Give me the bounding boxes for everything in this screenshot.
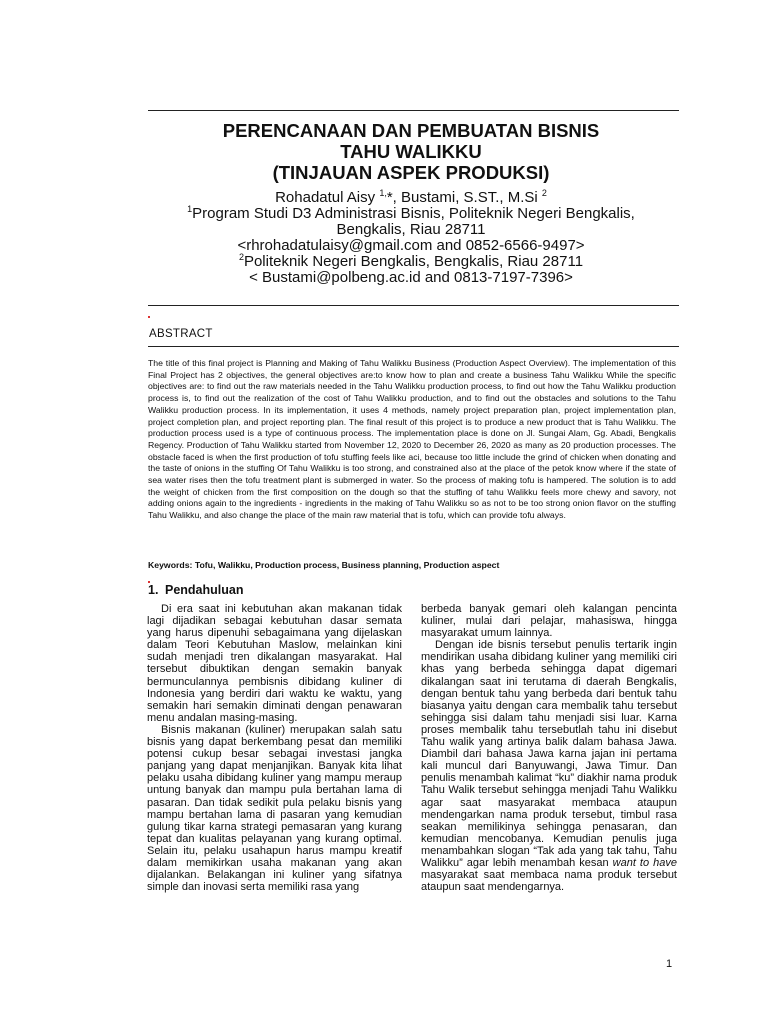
right-column (421, 603, 677, 893)
italic-phrase: want to have (612, 856, 677, 869)
aff-1-line-1: Program Studi D3 Administrasi Bisnis, Politeknik Negeri Bengkalis, (192, 205, 635, 222)
aff-2-sup: 2 (238, 252, 244, 262)
abstract-heading: ABSTRACT (149, 328, 213, 340)
header (148, 120, 674, 286)
author-block (148, 190, 674, 286)
paragraph (421, 639, 677, 893)
paragraph: berbeda banyak gemari oleh kalangan pencinta kuliner, mulai dari pelajar, mahasiswa, hingga masyarakat umum lainnya. (421, 603, 677, 640)
paper-title (148, 120, 674, 183)
author-line (148, 190, 674, 206)
marker-dot (148, 316, 150, 318)
title-line-3: (TINJAUAN ASPEK PRODUKSI) (272, 162, 550, 183)
aff-1-line-2: Bengkalis, Riau 28711 (336, 221, 486, 238)
aff-1-sup: 1 (187, 204, 193, 214)
paragraph: Bisnis makanan (kuliner) merupakan salah satu bisnis yang dapat berkembang pesat dan memiliki potensi cukup besar sebagai investasi jangka panjang yang dapat menjanjikan. Banyak kita lihat pelaku usaha dibidang kuliner yang mampu meraup untung banyak dan mampu pula bertahan lama di pasaran. Dan tidak sedikit pula pelaku bisnis yang mampu bertahan lama di pasaran yang kemudian gulung tikar karna strategi pemasaran yang kurang tepat dan kualitas pelayanan yang kurang optimal. Selain itu, pelaku usahapun harus mampu kreatif dalam memikirkan usaha makanan yang akan dijalankan. Belakangan ini kuliner yang sifatnya simple dan inovasi serta memiliki rasa yang (147, 723, 402, 894)
header-rule (148, 305, 679, 306)
keywords: Keywords: Tofu, Walikku, Production process, Business planning, Production aspect (148, 560, 500, 570)
paragraph-text: Dengan ide bisnis tersebut penulis tertarik ingin mendirikan usaha dibidang kuliner yang memiliki ciri khas yang berbeda sehingga dapat digemari dikalangan saat ini terutama di daerah Bengkalis, dengan bentuk tahu yang berbeda dari bentuk tahu biasanya yaitu dengan cara membalik tahu tersebut sehingga sisi dalam tahu menjadi sisi luar. Karna proses membalik tahu tersebutlah tahu ini disebut Tahu walik yang artinya balik dalam bahasa Jawa. Diambil dari bahasa Jawa karna jajan ini pertama kali muncul dari Banyuwangi, Jawa Timur. Dan penulis menambah kalimat “ku” diakhir nama produk Tahu Walik tersebut sehingga menjadi Tahu Walikku agar saat masyarakat membaca ataupun mendengarkan nama produk tersebut, timbul rasa seakan memilikinya sehingga penasaran, dan kemudian mencobanya. Kemudian penulis juga menambahkan slogan “Tak ada yang tak tahu, Tahu Walikku” agar lebih menambah kesan (421, 639, 677, 869)
title-line-2: TAHU WALIKKU (340, 141, 482, 162)
section-title: Pendahuluan (165, 583, 244, 597)
section-heading (148, 583, 243, 597)
author-1: Rohadatul Aisy (275, 189, 376, 206)
contact-2: < Bustami@polbeng.ac.id and 0813-7197-7396> (249, 269, 573, 286)
section-number: 1. (148, 583, 159, 597)
affiliation-2 (148, 254, 674, 270)
abstract-rule (148, 346, 679, 347)
contact-1: <rhrohadatulaisy@gmail.com and 0852-6566-9497> (237, 237, 585, 254)
aff-2-text: Politeknik Negeri Bengkalis, Bengkalis, Riau 28711 (243, 253, 584, 270)
top-rule (148, 110, 679, 111)
paragraph-end: masyarakat saat membaca nama produk tersebut ataupun saat mendengarnya. (421, 869, 677, 894)
abstract-body: The title of this final project is Planning and Making of Tahu Walikku Business (Production Aspect Overview). The implementation of this Final Project has 2 objectives, the general objectives are:to know how to plan and create a business Tahu Walikku While the specific objectives are: to find out the raw materials needed in the Tahu Walikku production process, to find out how the Tahu Walikku production process is, to find out the realization of the cost of Tahu Walikku production, and to find out the obstacles and solutions to the Tahu Walikku production process. In its implementation, it uses 4 methods, namely project preparation plan, project implementation plan, project completion plan, and project reporting plan. The final result of this project is to produce a new product that is Tahu Walikku. The production process used is a type of continuous process. The implementation place is done on Jl. Sungai Alam, Gg. Abadi, Bengkalis Regency. Production of Tahu Walikku started from November 12, 2020 to December 26, 2020 as many as 20 production processes. The obstacle faced is when the first production of tofu stuffing feels like aci, because too little include the grind of chicken when donating and the taste of onions in the stuffing Of Tahu Walikku is too strong, and constrained also at the place of the petok know where if the state of sea water rises then the tofu treatment plant is submerged in water. So the process of making tofu is hampered. The solution is to add the weight of chicken from the first composition on the dough so that the stuffing of tahu Walikku feels more chewy and savory, not adding onions again to the ingredients - ingredients in the making of Tahu Walikku so as not to be too strong onion flavor on the stuffing Tahu Walikku, and also change the place of the main raw material that is tofu, which can provide tofu always. (148, 358, 676, 521)
author-2: Bustami, S.ST., M.Si (401, 189, 538, 206)
author-2-sup: 2 (541, 188, 547, 198)
author-1-mark: *, (386, 189, 402, 206)
page-number: 1 (666, 958, 673, 970)
title-line-1: PERENCANAAN DAN PEMBUATAN BISNIS (222, 120, 600, 141)
left-column (147, 603, 402, 893)
affiliation-1 (148, 206, 674, 222)
author-1-sup: 1, (379, 188, 387, 198)
paragraph: Di era saat ini kebutuhan akan makanan tidak lagi dijadikan sebagai kebutuhan dasar semata yang harus dipenuhi sebagaimana yang dijelaskan dalam Teori Kebutuhan Maslow, melainkan kini sudah menjadi tren dikalangan masyarakat. Hal tersebut dibuktikan dengan semakin banyak bermunculannya pembisnis dibidang kuliner di Indonesia yang berdiri dari waktu ke waktu, yang semakin hari semakin diminati dengan penawaran menu andalan masing-masing. (147, 603, 402, 724)
